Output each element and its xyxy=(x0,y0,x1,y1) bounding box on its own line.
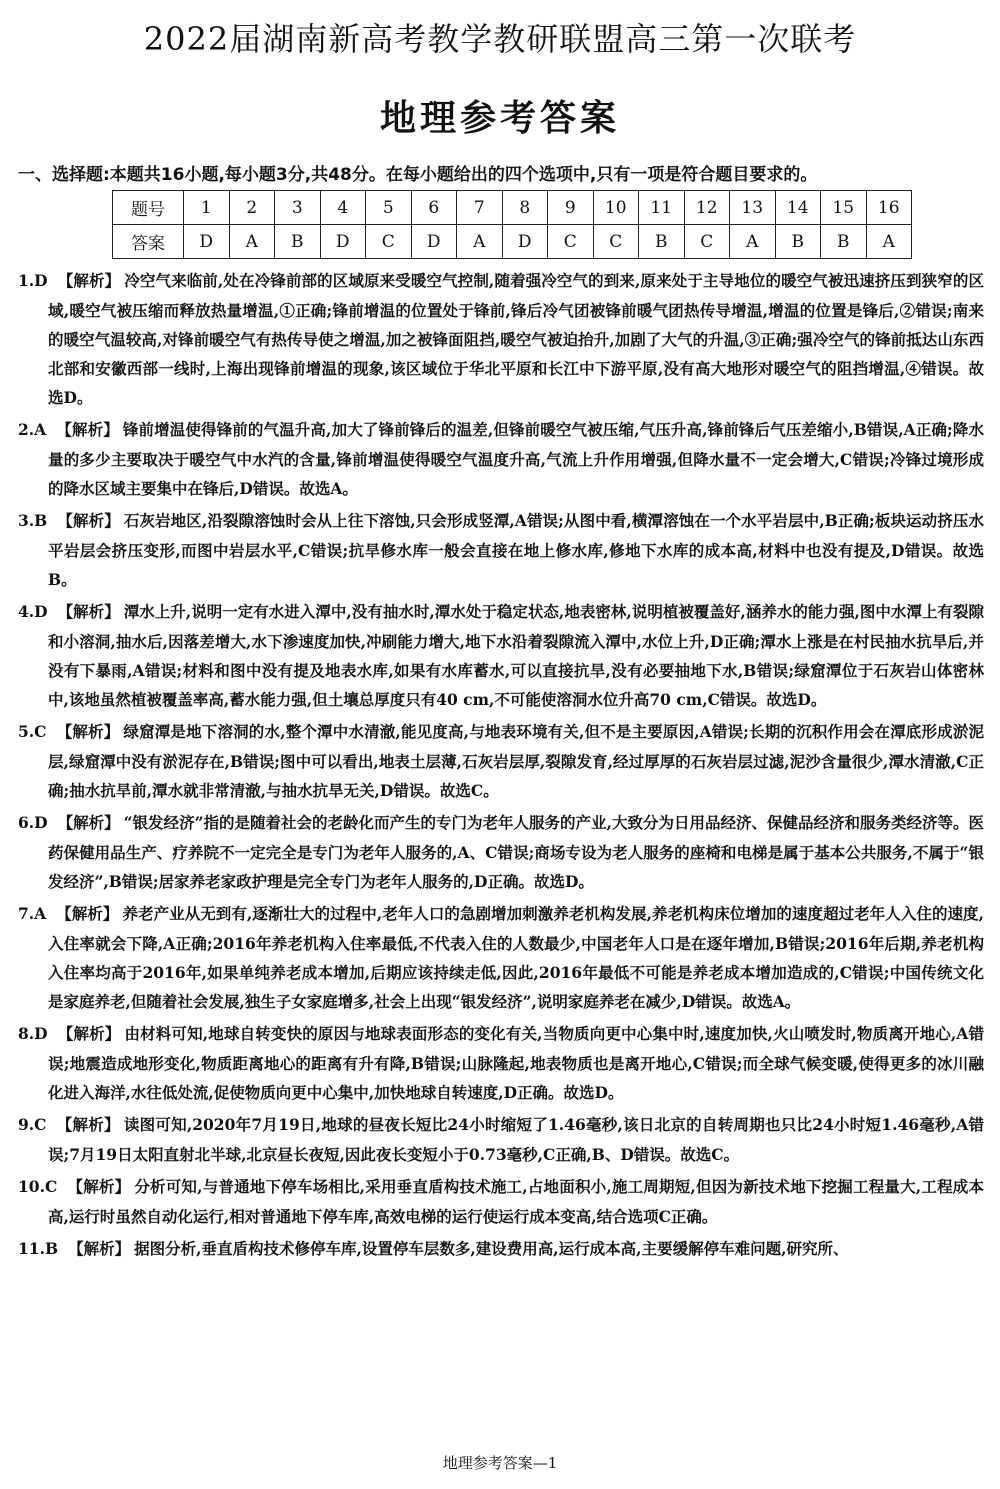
answer-cell: A xyxy=(730,225,776,259)
explanation-item xyxy=(18,1110,984,1169)
explanation-item xyxy=(18,1172,984,1231)
question-number: 12 xyxy=(684,191,730,225)
answer-cell: D xyxy=(184,225,230,259)
explanation-item xyxy=(18,1234,984,1264)
question-number: 5 xyxy=(366,191,412,225)
item-text: 绿窟潭是地下溶洞的水,整个潭中水清澈,能见度高,与地表环境有关,但不是主要原因,A错误;长期的沉积作用会在潭底形成淤泥层,绿窟潭中没有淤泥存在,B错误;图中可以看出,地表土层薄,石灰岩层厚,裂隙发育,经过厚厚的石灰岩层过滤,泥沙含量很少,潭水清澈,C正确;抽水抗旱前,潭水就非常清澈,与抽水抗旱无关,D错误。故选C。 xyxy=(48,722,984,800)
answer-row xyxy=(113,225,912,259)
question-number: 3 xyxy=(275,191,321,225)
analysis-tag: 【解析】 xyxy=(68,1240,131,1258)
answer-cell: C xyxy=(593,225,639,259)
answer-cell: C xyxy=(366,225,412,259)
item-text: 据图分析,垂直盾构技术修停车库,设置停车层数多,建设费用高,运行成本高,主要缓解停车难问题,研究所、 xyxy=(134,1239,849,1258)
answer-cell: D xyxy=(320,225,366,259)
answer-cell: B xyxy=(775,225,821,259)
question-number: 15 xyxy=(821,191,867,225)
answer-cell: C xyxy=(548,225,594,259)
answer-cell: D xyxy=(502,225,548,259)
answer-cell: A xyxy=(866,225,912,259)
item-text: “银发经济”指的是随着社会的老龄化而产生的专门为老年人服务的产业,大致分为日用品经济、保健品经济和服务类经济等。医药保健用品生产、疗养院不一定完全是专门为老年人服务的,A、C错误;商场专设为老人服务的座椅和电梯是属于基本公共服务,不属于“银发经济”,B错误;居家养老家政护理是完全专门为老年人服务的,D正确。故选D。 xyxy=(48,813,984,891)
question-number: 14 xyxy=(775,191,821,225)
row-label-number: 题号 xyxy=(113,191,184,225)
answer-cell: B xyxy=(639,225,685,259)
analysis-tag: 【解析】 xyxy=(56,1116,120,1134)
answer-cell: C xyxy=(684,225,730,259)
explanation-item xyxy=(18,808,984,896)
analysis-tag: 【解析】 xyxy=(57,603,120,621)
analysis-tag: 【解析】 xyxy=(57,1025,121,1043)
question-number-row xyxy=(113,191,912,225)
question-number: 7 xyxy=(457,191,503,225)
item-number: 10.C xyxy=(18,1177,58,1196)
item-text: 锋前增温使得锋前的气温升高,加大了锋前锋后的温差,但锋前暖空气被压缩,气压升高,锋前锋后气压差缩小,B错误,A正确;降水量的多少主要取决于暖空气中水汽的含量,锋前增温使得暖空气温度升高,气流上升作用增强,但降水量不一定会增大,C错误;冷锋过境形成的降水区域主要集中在锋后,D错误。故选A。 xyxy=(48,420,984,498)
analysis-tag: 【解析】 xyxy=(67,1178,131,1196)
question-number: 4 xyxy=(320,191,366,225)
question-number: 13 xyxy=(730,191,776,225)
item-number: 1.D xyxy=(18,271,48,290)
question-number: 10 xyxy=(593,191,639,225)
question-number: 8 xyxy=(502,191,548,225)
explanation-item xyxy=(18,899,984,1016)
analysis-tag: 【解析】 xyxy=(56,421,119,439)
item-number: 3.B xyxy=(18,511,48,530)
explanation-item xyxy=(18,415,984,503)
answer-cell: A xyxy=(229,225,275,259)
question-number: 16 xyxy=(866,191,912,225)
answer-cell: D xyxy=(411,225,457,259)
analysis-tag: 【解析】 xyxy=(57,814,120,832)
item-text: 养老产业从无到有,逐渐壮大的过程中,老年人口的急剧增加刺激养老机构发展,养老机构床位增加的速度超过老年人入住的速度,入住率就会下降,A正确;2016年养老机构入住率最低,不代表入住的人数最少,中国老年人口是在逐年增加,B错误;2016年后期,养老机构入住率均高于2016年,如果单纯养老成本增加,后期应该持续走低,因此,2016年最低不可能是养老成本增加造成的,C错误;中国传统文化是家庭养老,但随着社会发展,独生子女家庭增多,社会上出现“银发经济”,说明家庭养老在减少,D错误。故选A。 xyxy=(48,904,984,1011)
analysis-tag: 【解析】 xyxy=(56,905,119,923)
explanation-item xyxy=(18,1019,984,1107)
item-text: 潭水上升,说明一定有水进入潭中,没有抽水时,潭水处于稳定状态,地表密林,说明植被覆盖好,涵养水的能力强,图中水潭上有裂隙和小溶洞,抽水后,因落差增大,水下渗速度加快,冲刷能力增大,地下水沿着裂隙流入潭中,水位上升,D正确;潭水上涨是在村民抽水抗旱后,并没有下暴雨,A错误;材料和图中没有提及地表水库,如果有水库蓄水,可以直接抗旱,没有必要抽地下水,B错误;绿窟潭位于石灰岩山体密林中,该地虽然植被覆盖率高,蓄水能力强,但土壤总厚度只有40 cm,不可能使溶洞水位升高70 cm,C错误。故选D。 xyxy=(48,602,984,709)
question-number: 1 xyxy=(184,191,230,225)
answer-cell: B xyxy=(275,225,321,259)
answer-table xyxy=(112,190,912,259)
analysis-tag: 【解析】 xyxy=(57,272,121,290)
item-number: 2.A xyxy=(18,420,47,439)
question-number: 9 xyxy=(548,191,594,225)
item-text: 冷空气来临前,处在冷锋前部的区域原来受暖空气控制,随着强冷空气的到来,原来处于主导地位的暖空气被迅速挤压到狭窄的区域,暖空气被压缩而释放热量增温,①正确;锋前增温的位置处于锋前,锋后冷气团被锋前暖气团热传导增温,增温的位置是锋后,②错误;南来的暖空气温较高,对锋前暖空气有热传导使之增温,加之被锋面阻挡,暖空气被迫抬升,加剧了大气的升温,③正确;强冷空气的锋前抵达山东西北部和安徽西部一线时,上海出现锋前增温的现象,该区域位于华北平原和长江中下游平原,没有高大地形对暖空气的阻挡增温,④错误。故选D。 xyxy=(48,271,984,407)
question-number: 2 xyxy=(229,191,275,225)
item-number: 8.D xyxy=(18,1024,48,1043)
item-number: 6.D xyxy=(18,813,48,832)
item-number: 7.A xyxy=(18,904,47,923)
section-heading: 一、选择题:本题共16小题,每小题3分,共48分。在每小题给出的四个选项中,只有一项是符合题目要求的。 xyxy=(18,165,818,185)
answer-cell: A xyxy=(457,225,503,259)
explanation-list xyxy=(18,266,984,1267)
analysis-tag: 【解析】 xyxy=(56,723,120,741)
item-text: 由材料可知,地球自转变快的原因与地球表面形态的变化有关,当物质向更中心集中时,速度加快,火山喷发时,物质离开地心,A错误;地震造成地形变化,物质距离地心的距离有升有降,B错误;山脉隆起,地表物质也是离开地心,C错误;而全球气候变暖,使得更多的冰川融化进入海洋,水往低处流,促使物质向更中心集中,加快地球自转速度,D正确。故选D。 xyxy=(48,1024,984,1102)
item-text: 读图可知,2020年7月19日,地球的昼夜长短比24小时缩短了1.46毫秒,该日北京的自转周期也只比24小时短1.46毫秒,A错误;7月19日太阳直射北半球,北京昼长夜短,因此夜长变短小于0.73毫秒,C正确,B、D错误。故选C。 xyxy=(48,1115,984,1164)
item-number: 5.C xyxy=(18,722,47,741)
item-number: 9.C xyxy=(18,1115,47,1134)
explanation-item xyxy=(18,266,984,412)
question-number: 11 xyxy=(639,191,685,225)
explanation-item xyxy=(18,506,984,594)
question-number: 6 xyxy=(411,191,457,225)
page-footer: 地理参考答案—1 xyxy=(442,1454,558,1472)
item-text: 石灰岩地区,沿裂隙溶蚀时会从上往下溶蚀,只会形成竖潭,A错误;从图中看,横潭溶蚀在一个水平岩层中,B正确;板块运动挤压水平岩层会挤压变形,而图中岩层水平,C错误;抗旱修水库一般会直接在地上修水库,修地下水库的成本高,材料中也没有提及,D错误。故选B。 xyxy=(48,511,984,589)
answer-cell: B xyxy=(821,225,867,259)
row-label-answer: 答案 xyxy=(113,225,184,259)
explanation-item xyxy=(18,597,984,714)
item-number: 4.D xyxy=(18,602,48,621)
item-number: 11.B xyxy=(18,1239,59,1258)
item-text: 分析可知,与普通地下停车场相比,采用垂直盾构技术施工,占地面积小,施工周期短,但因为新技术地下挖掘工程量大,工程成本高,运行时虽然自动化运行,相对普通地下停车库,高效电梯的运行使运行成本变高,结合选项C正确。 xyxy=(48,1177,984,1226)
explanation-item xyxy=(18,717,984,805)
exam-title: 2022届湖南新高考教学教研联盟高三第一次联考 xyxy=(143,20,857,58)
page-subtitle: 地理参考答案 xyxy=(379,98,620,139)
analysis-tag: 【解析】 xyxy=(57,512,120,530)
